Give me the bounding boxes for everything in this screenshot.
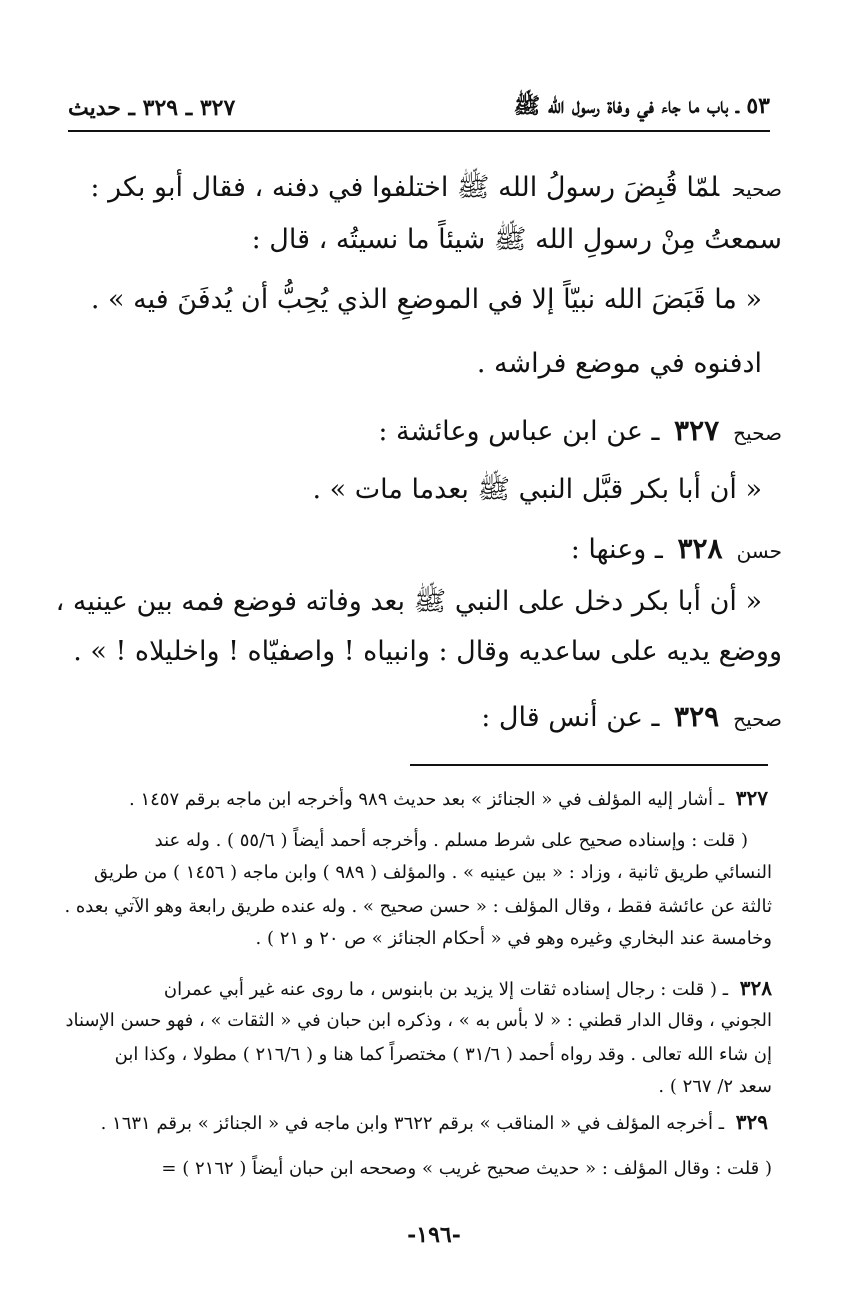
footnote-327-line-1	[60, 786, 768, 810]
footnote-number: ٣٢٨	[739, 976, 772, 1000]
grade-label: صحيح	[733, 707, 782, 731]
hadith-328-intro: ـ وعنها :	[570, 534, 663, 565]
hadith-327-intro: ـ عن ابن عباس وعائشة :	[378, 416, 660, 447]
intro-text-1: لمّا قُبِضَ رسولُ الله ﷺ اختلفوا في دفنه ، فقال أبو بكر :	[90, 172, 720, 203]
hadith-range: ٣٢٧ ـ ٣٢٩ ـ حديث	[68, 95, 236, 121]
grade-label: صحيح	[733, 421, 782, 445]
footnote-text: ـ أخرجه المؤلف في « المناقب » برقم ٣٦٢٢ وابن ماجه في « الجنائز » برقم ١٦٣١ .	[100, 1113, 725, 1134]
hadith-327-quote: « أن أبا بكر قبَّل النبي ﷺ بعدما مات » .	[312, 474, 762, 505]
hadith-number: ٣٢٧	[674, 414, 720, 447]
hadith-number: ٣٢٩	[674, 700, 720, 733]
footnote-328-line-2: الجوني ، وقال الدار قطني : « لا بأس به » ، وذكره ابن حبان في « الثقات » ، فهو حسن الإسناد	[65, 1010, 772, 1031]
footnote-328-line-3: إن شاء الله تعالى . وقد رواه أحمد ( ٣١/٦ ) مختصراً كما هنا و ( ٢١٦/٦ ) مطولا ، وكذا ابن	[114, 1044, 772, 1065]
footnote-327-line-4: ثالثة عن عائشة فقط ، وقال المؤلف : « حسن صحيح » . وله عنده طريق رابعة وهو الآتي بعده .	[64, 896, 772, 917]
footnote-number: ٣٢٩	[735, 1110, 768, 1134]
intro-line-4: ادفنوه في موضع فراشه .	[476, 348, 762, 379]
footnote-327-line-5: وخامسة عند البخاري وغيره وهو في « أحكام الجنائز » ص ٢٠ و ٢١ ) .	[255, 928, 772, 949]
grade-label: صحيح	[733, 177, 782, 201]
grade-label: حسن	[736, 539, 782, 563]
intro-line-2: سمعتُ مِنْ رسولِ الله ﷺ شيئاً ما نسيتُه ، قال :	[251, 224, 782, 255]
footnote-divider	[410, 764, 768, 766]
intro-line-1	[62, 170, 782, 210]
page-header	[68, 88, 770, 128]
page-number: -١٩٦-	[407, 1222, 461, 1248]
hadith-328-heading	[62, 532, 782, 565]
hadith-329-intro: ـ عن أنس قال :	[481, 702, 660, 733]
footnote-number: ٣٢٧	[735, 786, 768, 810]
footnote-text: ـ ( قلت : رجال إسناده ثقات إلا يزيد بن بابنوس ، ما روى عنه غير أبي عمران	[163, 979, 729, 1000]
footnote-328-line-4: سعد ٢/ ٢٦٧ ) .	[658, 1076, 772, 1097]
footnote-327-line-2: ( قلت : وإسناده صحيح على شرط مسلم . وأخرجه أحمد أيضاً ( ٥٥/٦ ) . وله عند	[154, 830, 748, 851]
hadith-327-heading	[62, 414, 782, 447]
footnote-329-line-2: ( قلت : وقال المؤلف : « حديث صحيح غريب » وصححه ابن حبان أيضاً ( ٢١٦٢ ) =	[161, 1158, 772, 1179]
footnote-text: ـ أشار إليه المؤلف في « الجنائز » بعد حديث ٩٨٩ وأخرجه ابن ماجه برقم ١٤٥٧ .	[128, 789, 725, 810]
hadith-number: ٣٢٨	[677, 532, 723, 565]
footnote-328-line-1	[60, 976, 772, 1000]
intro-quote: « ما قَبَضَ الله نبيّاً إلا في الموضعِ الذي يُحِبُّ أن يُدفَنَ فيه » .	[90, 284, 762, 315]
hadith-328-quote-2: ووضع يديه على ساعديه وقال : وانبياه ! واصفيّاه ! واخليلاه ! » .	[73, 636, 782, 667]
hadith-329-heading	[62, 700, 782, 733]
chapter-title: ٥٣ ـ باب ما جاء في وفاة رسول الله ﷺ	[513, 93, 770, 119]
footnote-327-line-3: النسائي طريق ثانية ، وزاد : « بين عينيه » . والمؤلف ( ٩٨٩ ) وابن ماجه ( ١٤٥٦ ) من طريق	[93, 862, 772, 883]
hadith-328-quote-1: « أن أبا بكر دخل على النبي ﷺ بعد وفاته فوضع فمه بين عينيه ،	[55, 586, 762, 617]
footnote-329-line-1	[60, 1110, 768, 1134]
header-divider	[68, 130, 770, 132]
